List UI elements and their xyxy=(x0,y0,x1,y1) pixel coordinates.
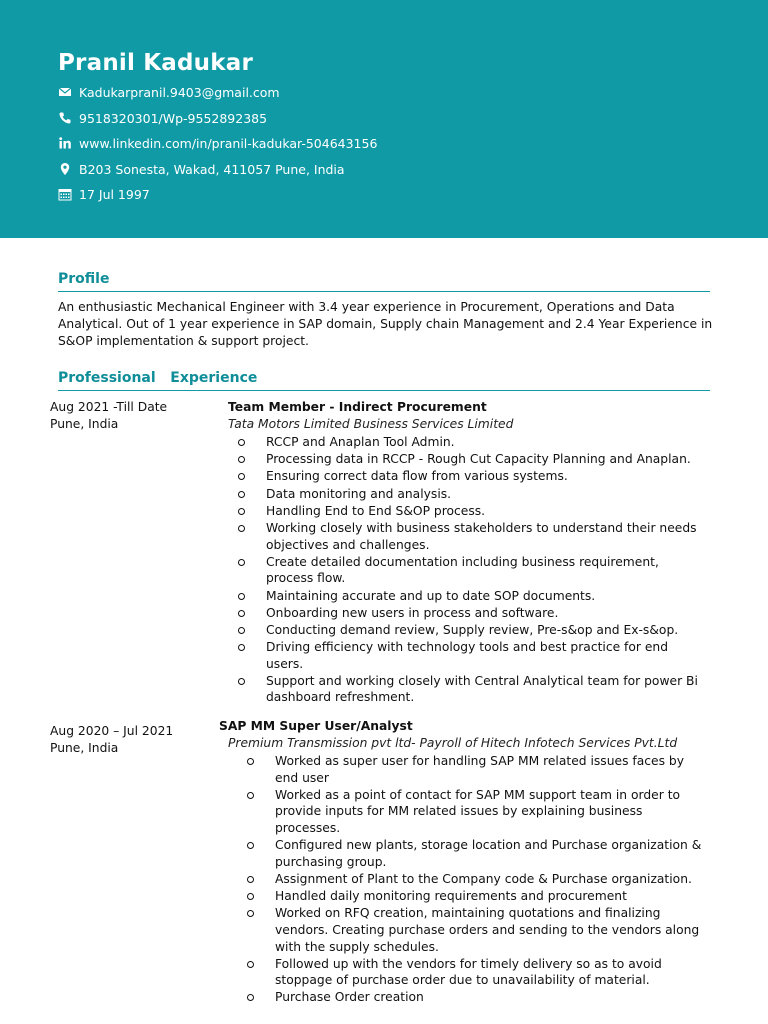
email-row xyxy=(58,83,280,101)
list-item: Data monitoring and analysis. xyxy=(238,486,708,503)
bullet-circle-icon xyxy=(247,758,254,765)
address-text: B203 Sonesta, Wakad, 411057 Pune, India xyxy=(79,161,345,177)
bullet-circle-icon xyxy=(247,876,254,883)
list-item: Followed up with the vendors for timely delivery so as to avoid stoppage of purchase order due to unavailability of material. xyxy=(247,956,710,989)
bullet-circle-icon xyxy=(238,491,245,498)
list-item: Assignment of Plant to the Company code & Purchase organization. xyxy=(247,871,710,888)
job-1-dates: Aug 2021 -Till Date xyxy=(50,400,168,414)
list-item: Driving efficiency with technology tools and best practice for end users. xyxy=(238,639,708,672)
list-item: Working closely with business stakeholders to understand their needs objectives and challenges. xyxy=(238,520,708,553)
bullet-circle-icon xyxy=(238,473,245,480)
profile-heading: Profile xyxy=(58,271,110,287)
job-1-role: Team Member - Indirect Procurement xyxy=(228,400,487,414)
job-2-location: Pune, India xyxy=(50,741,119,755)
list-item: Support and working closely with Central Analytical team for power Bi dashboard refreshment. xyxy=(238,673,708,706)
list-item: Worked as a point of contact for SAP MM support team in order to provide inputs for MM related issues by explaining business processes. xyxy=(247,787,710,837)
list-item: RCCP and Anaplan Tool Admin. xyxy=(238,434,708,451)
job-2-dates: Aug 2020 – Jul 2021 xyxy=(50,724,174,738)
list-item: Handling End to End S&OP process. xyxy=(238,503,708,520)
bullet-circle-icon xyxy=(238,678,245,685)
list-item: Maintaining accurate and up to date SOP documents. xyxy=(238,588,708,605)
list-item: Processing data in RCCP - Rough Cut Capacity Planning and Anaplan. xyxy=(238,451,708,468)
email-text[interactable]: Kadukarpranil.9403@gmail.com xyxy=(79,84,280,100)
list-item: Conducting demand review, Supply review, Pre-s&op and Ex-s&op. xyxy=(238,622,708,639)
bullet-circle-icon xyxy=(238,559,245,566)
bullet-circle-icon xyxy=(238,525,245,532)
bullet-circle-icon xyxy=(247,910,254,917)
profile-divider xyxy=(58,291,710,292)
address-row xyxy=(58,160,345,178)
bullet-circle-icon xyxy=(247,792,254,799)
list-item: Ensuring correct data flow from various systems. xyxy=(238,468,708,485)
bullet-circle-icon xyxy=(247,842,254,849)
dob-text: 17 Jul 1997 xyxy=(79,186,150,202)
envelope-icon xyxy=(58,85,72,99)
phone-row xyxy=(58,109,267,127)
linkedin-icon xyxy=(58,136,72,150)
phone-text[interactable]: 9518320301/Wp-9552892385 xyxy=(79,110,268,126)
bullet-circle-icon xyxy=(238,439,245,446)
phone-icon xyxy=(58,111,72,125)
bullet-circle-icon xyxy=(247,994,254,1001)
job-2-bullets xyxy=(247,753,710,1007)
job-1-location: Pune, India xyxy=(50,417,119,431)
bullet-circle-icon xyxy=(238,508,245,515)
linkedin-text[interactable]: www.linkedin.com/in/pranil-kadukar-504643156 xyxy=(79,135,378,151)
resume-header xyxy=(0,0,768,238)
list-item: Worked on RFQ creation, maintaining quotations and finalizing vendors. Creating purchase orders and sending to the vendors along with the supply schedules. xyxy=(247,905,710,955)
job-1-bullets xyxy=(238,434,708,707)
bullet-circle-icon xyxy=(238,456,245,463)
bullet-circle-icon xyxy=(238,644,245,651)
bullet-circle-icon xyxy=(247,893,254,900)
experience-divider xyxy=(58,390,710,391)
list-item: Handled daily monitoring requirements and procurement xyxy=(247,888,710,905)
job-2-company: Premium Transmission pvt ltd- Payroll of Hitech Infotech Services Pvt.Ltd xyxy=(228,736,678,750)
dob-row xyxy=(58,185,150,203)
candidate-name: Pranil Kadukar xyxy=(58,50,254,76)
profile-summary: An enthusiastic Mechanical Engineer with 3.4 year experience in Procurement, Operations and Data Analytical. Out of 1 year experience in SAP domain, Supply chain Management and 2.4 Year Experience in S&OP implementation & support project. xyxy=(58,300,713,348)
bullet-circle-icon xyxy=(238,627,245,634)
list-item: Create detailed documentation including business requirement, process flow. xyxy=(238,554,708,587)
list-item: Purchase Order creation xyxy=(247,989,710,1006)
bullet-circle-icon xyxy=(247,961,254,968)
bullet-circle-icon xyxy=(238,610,245,617)
job-1-company: Tata Motors Limited Business Services Limited xyxy=(228,417,514,431)
job-2-role: SAP MM Super User/Analyst xyxy=(219,719,413,733)
list-item: Onboarding new users in process and software. xyxy=(238,605,708,622)
list-item: Worked as super user for handling SAP MM related issues faces by end user xyxy=(247,753,710,786)
linkedin-row xyxy=(58,134,377,152)
experience-heading: Professional Experience xyxy=(58,370,258,386)
calendar-icon xyxy=(58,187,72,201)
bullet-circle-icon xyxy=(238,593,245,600)
location-pin-icon xyxy=(58,162,72,176)
list-item: Configured new plants, storage location and Purchase organization & purchasing group. xyxy=(247,837,710,870)
